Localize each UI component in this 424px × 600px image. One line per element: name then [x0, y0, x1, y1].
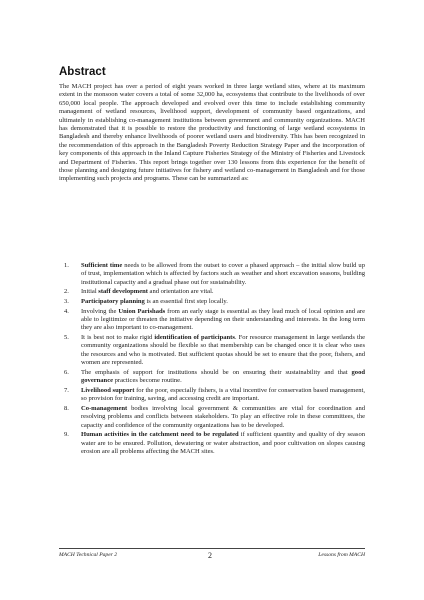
- lesson-number: 4.: [64, 307, 69, 315]
- lesson-number: 6.: [64, 368, 69, 376]
- lesson-item: [59, 262, 365, 287]
- lesson-keyword: Participatory planning: [81, 298, 145, 305]
- lesson-keyword: Co-management: [81, 404, 128, 412]
- lesson-text: needs to be allowed from the outset to cover a phased approach – the initial slow build up of trust, implementation which is affected by factors such as weather and short excavation seasons, building institutional capacity and a gradual phase out for sustainability.: [81, 262, 365, 286]
- lesson-text: for the poor, especially fishers, is a vital incentive for conservation based management, so provision for training, saving, and accessing credit are important.: [81, 386, 365, 403]
- lesson-text: . For resource management in large wetlands the community organizations should be flexible so that membership can be changed once it is clear who uses the resources and who is motivated. But sufficient quotas should be set to ensure that the poor, fishers, and women are represented.: [81, 334, 365, 367]
- footer-document-title: Lessons from MACH: [318, 552, 365, 558]
- lesson-text: if sufficient quantity and quality of dry season water are to be ensured. Pollution, dewatering or water abstraction, and poor cultivation on slopes causing erosion are all problems affecting the MACH sites.: [81, 431, 365, 456]
- lesson-number: 3.: [64, 298, 69, 305]
- lesson-number: 8.: [64, 404, 69, 412]
- lesson-text: and orientation are vital.: [147, 288, 214, 296]
- lesson-item: [59, 288, 365, 296]
- lesson-item: [59, 308, 365, 333]
- lesson-keyword: Livelihood support: [81, 386, 135, 394]
- lesson-text: bodies involving local government & communities are vital for coordination and resolving problems and conflicts between stakeholders. To play an effective role in these committees, the capacity and confidence of the community organizations has to be developed.: [81, 404, 365, 429]
- lessons-list: [59, 262, 365, 458]
- lesson-keyword: Union Parishads: [118, 307, 166, 315]
- page-footer: [59, 548, 365, 562]
- abstract-paragraph: The MACH project has over a period of eight years worked in three large wetland sites, where at its maximum extent in the monsoon water covers a total of some 32,000 ha, ecosystems that contribute to the livelihoods of over 650,000 local people. The approach developed and evolved over this time to include establishing community management of wetland resources, livelihood support, development of community based organizations, and ultimately in establishing co-management institutions between government and community organizations. MACH has demonstrated that it is possible to restore the productivity and functioning of large wetland ecosystems in Bangladesh and thereby enhance livelihoods of poorer wetland users and biodiversity. This has been recognized in the recommendation of this approach in the Bangladesh Poverty Reduction Strategy Paper and the incorporation of key components of this approach in the Inland Capture Fisheries Strategy of the Ministry of Fisheries and Livestock and Department of Fisheries. This report brings together over 130 lessons from this experience for the benefit of those planning and designing future initiatives for fishery and wetland co-management in Bangladesh and for those implementing such projects and programs. These can be summarized as:: [59, 83, 365, 183]
- lesson-text: practices become routine.: [113, 377, 182, 385]
- page-number: 2: [208, 551, 212, 560]
- lesson-number: 1.: [64, 262, 69, 269]
- lesson-number: 7.: [64, 386, 69, 394]
- lesson-keyword: Sufficient time: [81, 262, 123, 269]
- lesson-text: Involving the: [81, 307, 119, 315]
- lesson-item: [59, 431, 365, 456]
- lesson-text: Initial: [81, 288, 99, 296]
- lesson-item: [59, 369, 365, 386]
- lesson-keyword: Human activities in the catchment need to be regulated: [81, 431, 239, 439]
- lesson-number: 5.: [64, 334, 69, 341]
- lesson-item: [59, 387, 365, 404]
- lesson-text: It is best not to make rigid: [81, 334, 155, 341]
- lesson-keyword: identification of participants: [154, 334, 235, 341]
- lesson-number: 9.: [64, 431, 69, 439]
- lesson-number: 2.: [64, 288, 69, 296]
- lesson-item: [59, 298, 365, 306]
- lesson-text: is an essential first step locally.: [144, 298, 228, 305]
- footer-series-title: MACH Technical Paper 2: [59, 552, 118, 558]
- lesson-keyword: staff development: [98, 288, 148, 296]
- lesson-item: [59, 334, 365, 368]
- lesson-keyword: good governance: [81, 368, 365, 385]
- lesson-item: [59, 405, 365, 430]
- abstract-heading: Abstract: [59, 66, 106, 78]
- lesson-text: from an early stage is essential as they lead much of local opinion and are able to legitimize or threaten the initiative depending on their understanding and interests. In the long term they are also important to co-management.: [81, 307, 366, 332]
- lesson-text: The emphasis of support for institutions should be on ensuring their sustainability and that: [81, 368, 352, 376]
